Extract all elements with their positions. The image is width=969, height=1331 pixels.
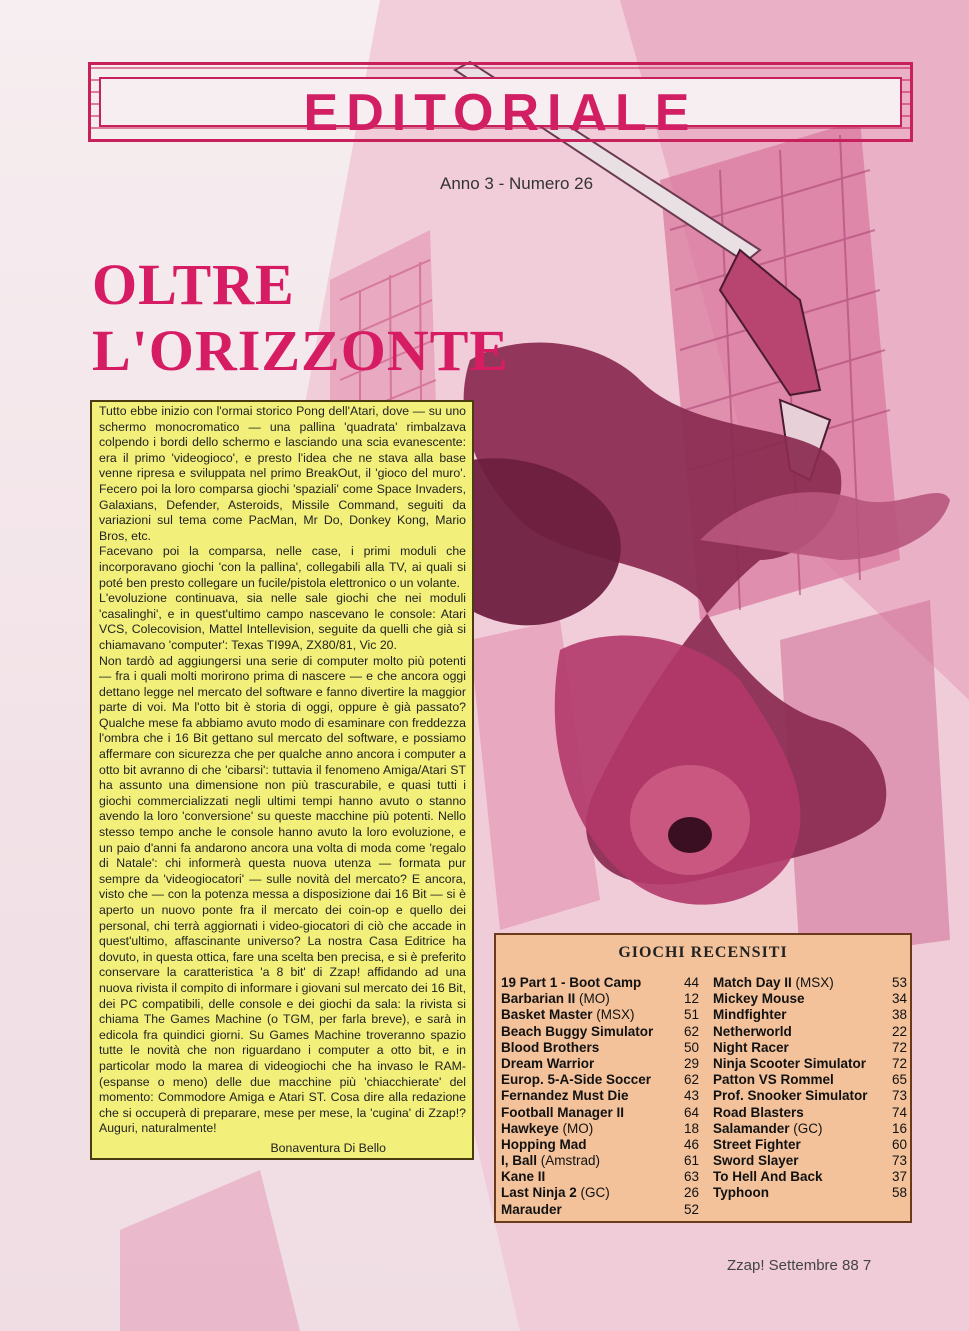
game-title: Football Manager II [501, 1104, 625, 1120]
game-page-number: 29 [683, 1055, 699, 1071]
game-page-number: 34 [891, 991, 907, 1007]
game-page-number: 58 [891, 1185, 907, 1201]
game-page-number: 51 [683, 1007, 699, 1023]
game-page-number: 73 [891, 1088, 907, 1104]
game-platform-note: (MO) [558, 1120, 594, 1136]
game-list-item [713, 1056, 907, 1072]
game-list-item [501, 975, 699, 991]
game-title: Hawkeye [501, 1120, 559, 1136]
game-title: Typhoon [713, 1185, 769, 1201]
game-platform-note: (GC) [789, 1120, 823, 1136]
article-paragraph: Tutto ebbe inizio con l'ormai storico Pong dell'Atari, dove — su uno schermo monocromatico — una pallina 'quadrata' rimbalzava colpendo i bordi dello schermo e lasciando una scia evanescente: era il primo 'videogioco', e presto l'idea che ne stava alla base venne ripresa e sviluppata nel primo BreakOut, il 'gioco del muro'. Fecero poi la loro comparsa giochi 'spaziali' come Space Invaders, Galaxians, Defender, Asteroids, Missile Command, seguiti da variazioni sul tema come PacMan, Mr Do, Donkey Kong, Mario Bros, etc. [99, 404, 466, 543]
game-list-item [713, 1007, 907, 1023]
reviewed-games-box [494, 933, 912, 1223]
game-list-item [501, 1056, 699, 1072]
game-list-item [713, 991, 907, 1007]
game-page-number: 16 [891, 1120, 907, 1136]
article-body [90, 400, 474, 1160]
issue-number: Anno 3 - Numero 26 [440, 174, 594, 193]
game-title: 19 Part 1 - Boot Camp [501, 975, 642, 990]
game-page-number: 43 [683, 1088, 699, 1104]
game-list-item [713, 1185, 907, 1201]
game-page-number: 26 [683, 1185, 699, 1201]
games-column-left [501, 975, 699, 1218]
game-page-number: 65 [891, 1072, 907, 1088]
section-title: EDITORIALE [303, 84, 698, 142]
game-page-number: 53 [891, 975, 907, 990]
game-title: Netherworld [713, 1023, 792, 1039]
game-title: Fernandez Must Die [501, 1088, 629, 1104]
game-page-number: 22 [891, 1023, 907, 1039]
game-list-item [713, 1024, 907, 1040]
article-paragraph: L'evoluzione continuava, sia nelle sale giochi che nei moduli 'casalinghi', e in quest'ultimo campo nascevano le console: Atari VCS, Colecovision, Mattel Intellevision, seguite da quelli che già si chiamavano 'computer': Texas TI99A, ZX80/81, Vic 20. [99, 591, 466, 652]
game-page-number: 37 [891, 1169, 907, 1185]
game-list-item [713, 1040, 907, 1056]
game-title: Marauder [501, 1201, 562, 1217]
game-page-number: 50 [683, 1039, 699, 1055]
game-list-item [501, 991, 699, 1007]
game-title: I, Ball [501, 1153, 538, 1169]
game-title: Barbarian II [501, 991, 576, 1007]
game-title: Kane II [501, 1169, 546, 1185]
game-title: Night Racer [713, 1039, 789, 1055]
game-title: Street Fighter [713, 1136, 801, 1152]
games-column-right [713, 975, 907, 1202]
game-page-number: 61 [683, 1153, 699, 1169]
game-list-item [713, 1072, 907, 1088]
game-list-item [501, 1153, 699, 1169]
game-list-item [501, 1024, 699, 1040]
game-list-item [713, 975, 907, 991]
game-list-item [501, 1202, 699, 1218]
game-title: Road Blasters [713, 1104, 804, 1120]
game-page-number: 72 [891, 1055, 907, 1071]
game-list-item [713, 1153, 907, 1169]
game-list-item [501, 1007, 699, 1023]
game-page-number: 60 [891, 1136, 907, 1152]
game-title: Match Day II [713, 975, 792, 990]
game-list-item [501, 1072, 699, 1088]
game-title: Patton VS Rommel [713, 1072, 834, 1088]
game-platform-note: (MSX) [592, 1007, 635, 1023]
game-platform-note: (MO) [575, 991, 610, 1007]
game-title: Basket Master [501, 1007, 593, 1023]
game-title: Beach Buggy Simulator [501, 1023, 654, 1039]
game-platform-note: (GC) [576, 1185, 610, 1201]
article-headline [92, 252, 612, 384]
game-page-number: 64 [683, 1104, 699, 1120]
game-page-number: 12 [683, 991, 699, 1007]
game-title: Blood Brothers [501, 1039, 600, 1055]
game-page-number: 44 [683, 975, 699, 990]
header-inner-frame [99, 77, 902, 142]
game-list-item [501, 1185, 699, 1201]
game-platform-note: (MSX) [791, 975, 834, 990]
article-paragraph: Non tardò ad aggiungersi una serie di computer molto più potenti — fra i quali molti morirono prima di nascere — e che ancora oggi dettano legge nel mercato del software e fanno divertire la maggior parte di voi. Ma l'otto bit è storia di oggi, oppure è già passato? Qualche mese fa abbiamo avuto modo di esaminare con freddezza l'ombra che i 16 Bit gettano sul mercato del software, e possiamo affermare con sicurezza che per qualche anno ancora i computer a otto bit avranno di che 'cibarsi': tuttavia il fenomeno Amiga/Atari ST ha assunto una dimensione non più trascurabile, e quasi tutti i giochi commercializzati negli ultimi tempi hanno avuto o stanno avendo la loro 'conversione' su queste macchine più potenti. Nello stesso tempo anche le console hanno avuto la loro evoluzione, e un paio d'anni fa andarono ancora una volta di moda come 'regalo di Natale': chi informerà questa nuova utenza — formata pur sempre da 'videogiocatori' — sulle novità del mercato? E ancora, visto che — con la potenza messa a disposizione dai 16 Bit — si è aperto un nuovo ponte fra il mercato dei coin-op e quello dei personal, chi terrà aggiornati i video-giocatori di ciò che accade in quest'ultimo, affascinante universo? La nostra Casa Editrice ha dovuto, in questa ottica, fare una scelta ben precisa, e si è preferito conservare la caratteristica 'a 8 bit' di Zzap! affidando ad una nuova rivista il compito di informare i giovani sul mercato dei 16 Bit, dei PC compatibili, delle console e dei giochi da sala: la rivista si chiama The Games Machine (o TGM, per farla breve), e sarà in edicola fra quindici giorni. Su Games Machine troveranno spazio tutte le novità che non riguardano i computer a otto bit, e in particolar modo la marea di videogiochi che ha invaso le RAM-(espanse o meno) delle due macchine più 'chiacchierate' del momento: Commodore Amiga e Atari ST. Cosa dire alla redazione che si occuperà di preparare, mese per mese, la 'cugina' di Zzap!? Auguri, naturalmente! [99, 653, 466, 1136]
game-page-number: 72 [891, 1039, 907, 1055]
game-list-item [713, 1169, 907, 1185]
game-page-number: 62 [683, 1023, 699, 1039]
game-title: Last Ninja 2 [501, 1185, 577, 1201]
game-list-item [713, 1121, 907, 1137]
game-list-item [501, 1121, 699, 1137]
game-page-number: 73 [891, 1153, 907, 1169]
editorial-header-box [88, 62, 913, 142]
game-title: Mickey Mouse [713, 991, 805, 1007]
game-title: To Hell And Back [713, 1169, 823, 1185]
game-page-number: 52 [683, 1201, 699, 1217]
game-platform-note: (Amstrad) [537, 1153, 601, 1169]
game-list-item [501, 1040, 699, 1056]
game-list-item [501, 1137, 699, 1153]
article-paragraph: Facevano poi la comparsa, nelle case, i primi moduli che incorporavano giochi 'con la pallina', collegabili alla TV, ai quali si poté ben presto collegare un fucile/pistola elettronico o un volante. [99, 544, 466, 590]
game-page-number: 74 [891, 1104, 907, 1120]
game-page-number: 38 [891, 1007, 907, 1023]
game-page-number: 18 [683, 1120, 699, 1136]
game-list-item [501, 1169, 699, 1185]
game-list-item [713, 1105, 907, 1121]
game-list-item [713, 1137, 907, 1153]
game-title: Europ. 5-A-Side Soccer [501, 1072, 652, 1088]
game-title: Salamander [713, 1120, 790, 1136]
games-box-title: GIOCHI RECENSITI [618, 944, 788, 961]
game-title: Sword Slayer [713, 1153, 799, 1169]
game-title: Ninja Scooter Simulator [713, 1055, 867, 1071]
game-page-number: 63 [683, 1169, 699, 1185]
headline-line-1: OLTRE [92, 252, 295, 317]
game-page-number: 62 [683, 1072, 699, 1088]
game-title: Prof. Snooker Simulator [713, 1088, 868, 1104]
game-title: Mindfighter [713, 1007, 787, 1023]
game-list-item [501, 1088, 699, 1104]
game-title: Hopping Mad [501, 1136, 587, 1152]
game-list-item [713, 1088, 907, 1104]
headline-line-2: L'ORIZZONTE [92, 318, 510, 383]
page-footer: Zzap! Settembre 88 7 [727, 1257, 872, 1274]
game-list-item [501, 1105, 699, 1121]
game-title: Dream Warrior [501, 1055, 595, 1071]
article-signature: Bonaventura Di Bello [270, 1140, 386, 1155]
game-page-number: 46 [683, 1136, 699, 1152]
